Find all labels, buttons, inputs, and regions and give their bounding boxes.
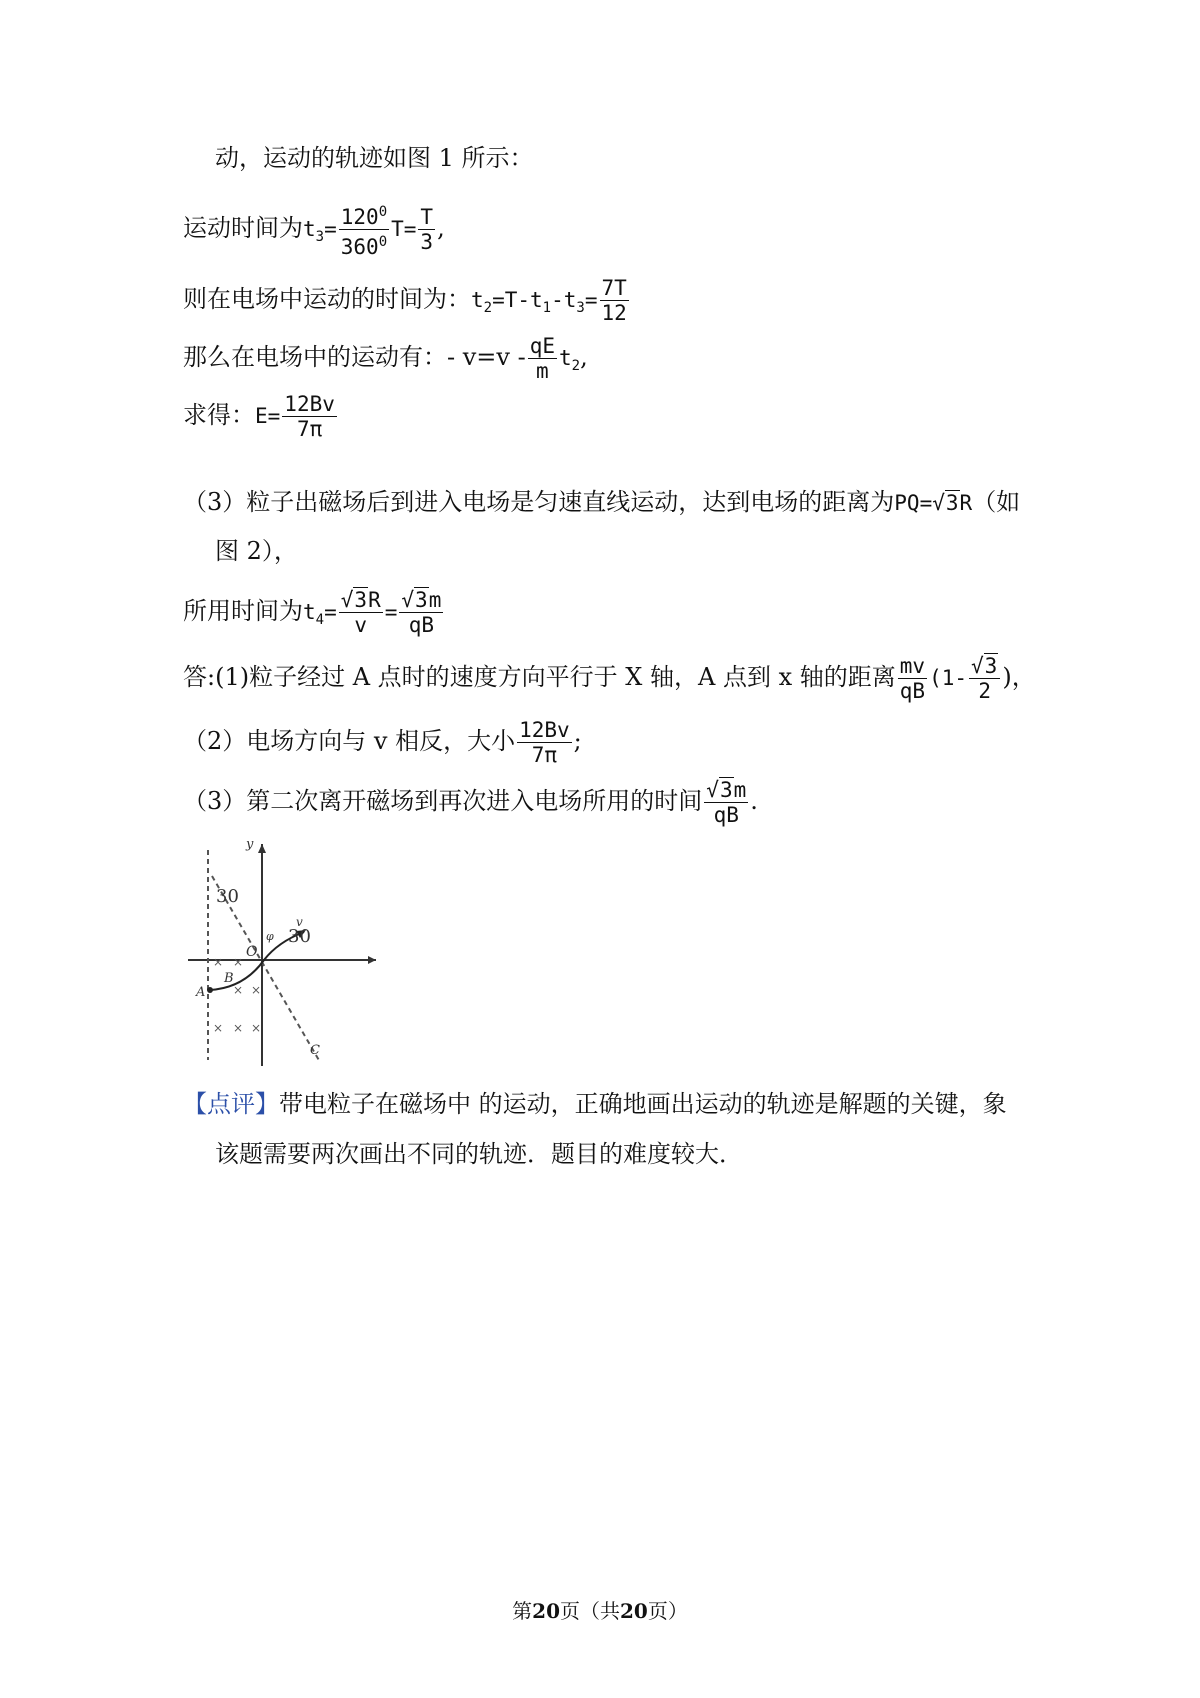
fraction: $\frac{qE}{m}$ — [529, 334, 555, 383]
fraction: $\frac{√3R}{v}$ — [340, 588, 381, 637]
formula-line: 则在电场中运动的时间为：$t_2=T-t_1-t_3=$ $\frac{7T}{12}$ — [183, 276, 627, 325]
text-line: （3）粒子出磁场后到进入电场是匀速直线运动，达到电场的距离为PQ=√3R（如 — [183, 486, 1020, 519]
fraction: $\frac{12Bv}{7\pi}$ — [284, 392, 335, 441]
fraction: $\frac{√3m}{qB}$ — [706, 778, 747, 827]
field-mark: × — [233, 1021, 244, 1035]
fraction: $\frac{12Bv}{7\pi}$ — [519, 718, 570, 767]
angle-symbol: φ — [266, 930, 274, 943]
field-mark: × — [233, 983, 244, 997]
angle-label: 30 — [216, 886, 239, 907]
review-tag: 【点评】 — [183, 1090, 279, 1118]
y-axis-arrow — [258, 844, 266, 853]
answer-line: （2）电场方向与 v 相反，大小 $\frac{12Bv}{7\pi}$ ; — [183, 718, 582, 767]
sqrt: √3 — [932, 491, 959, 515]
fraction: $\frac{T}{3}$ — [420, 205, 434, 254]
field-mark: × — [213, 1021, 224, 1035]
field-mark: × — [251, 1021, 262, 1035]
y-label: y — [246, 837, 254, 852]
fraction: $\frac{7T}{12}$ — [601, 276, 627, 325]
point-a — [207, 987, 213, 993]
trajectory-figure — [178, 836, 388, 1074]
review-line: 该题需要两次画出不同的轨迹．题目的难度较大． — [215, 1140, 743, 1168]
review-line: 【点评】带电粒子在磁场中 的运动，正确地画出运动的轨迹是解题的关键，象 — [183, 1090, 1007, 1118]
formula-line: 所用时间为$t_4=$ $\frac{√3R}{v}$ = $\frac{√3m}{qB}$ — [183, 588, 442, 637]
origin-label: O — [246, 944, 258, 960]
point-label-a: A — [196, 985, 206, 1000]
fraction: $\frac{√3m}{qB}$ — [401, 588, 442, 637]
text-line: 动，运动的轨迹如图 1 所示： — [215, 144, 534, 172]
point-label-c: C — [310, 1043, 320, 1058]
fraction: $\frac{120^0}{360^0}$ — [339, 200, 389, 259]
answer-line: 答:(1)粒子经过 A 点时的速度方向平行于 X 轴，A 点到 x 轴的距离 $\frac{mv}{qB}$ (1- $\frac{√3}{2}$ )， — [183, 654, 1036, 703]
text-line: 图 2）， — [215, 537, 298, 565]
angle-label: 30 — [288, 926, 311, 947]
label: 运动时间为 — [183, 214, 303, 242]
field-mark: × — [233, 955, 244, 969]
velocity-label: v — [296, 915, 303, 929]
fraction: $\frac{mv}{qB}$ — [899, 654, 926, 703]
answer-line: （3）第二次离开磁场到再次进入电场所用的时间 $\frac{√3m}{qB}$ . — [183, 778, 758, 827]
formula-line: 求得：E= $\frac{12Bv}{7\pi}$ — [183, 392, 335, 441]
field-mark: × — [251, 983, 262, 997]
point-label-b: B — [224, 971, 234, 986]
fraction: $\frac{√3}{2}$ — [969, 654, 1000, 703]
formula-line: 运动时间为$t_3=$ $\frac{120^0}{360^0}$ T= $\frac{T}{3}$ , — [183, 200, 445, 259]
page-footer: 第20页（共20页） — [512, 1599, 688, 1623]
formula-line: 那么在电场中的运动有：- v=v - $\frac{qE}{m}$ $t_2$, — [183, 334, 588, 383]
field-mark: × — [213, 955, 224, 969]
x-axis-arrow — [368, 956, 376, 964]
